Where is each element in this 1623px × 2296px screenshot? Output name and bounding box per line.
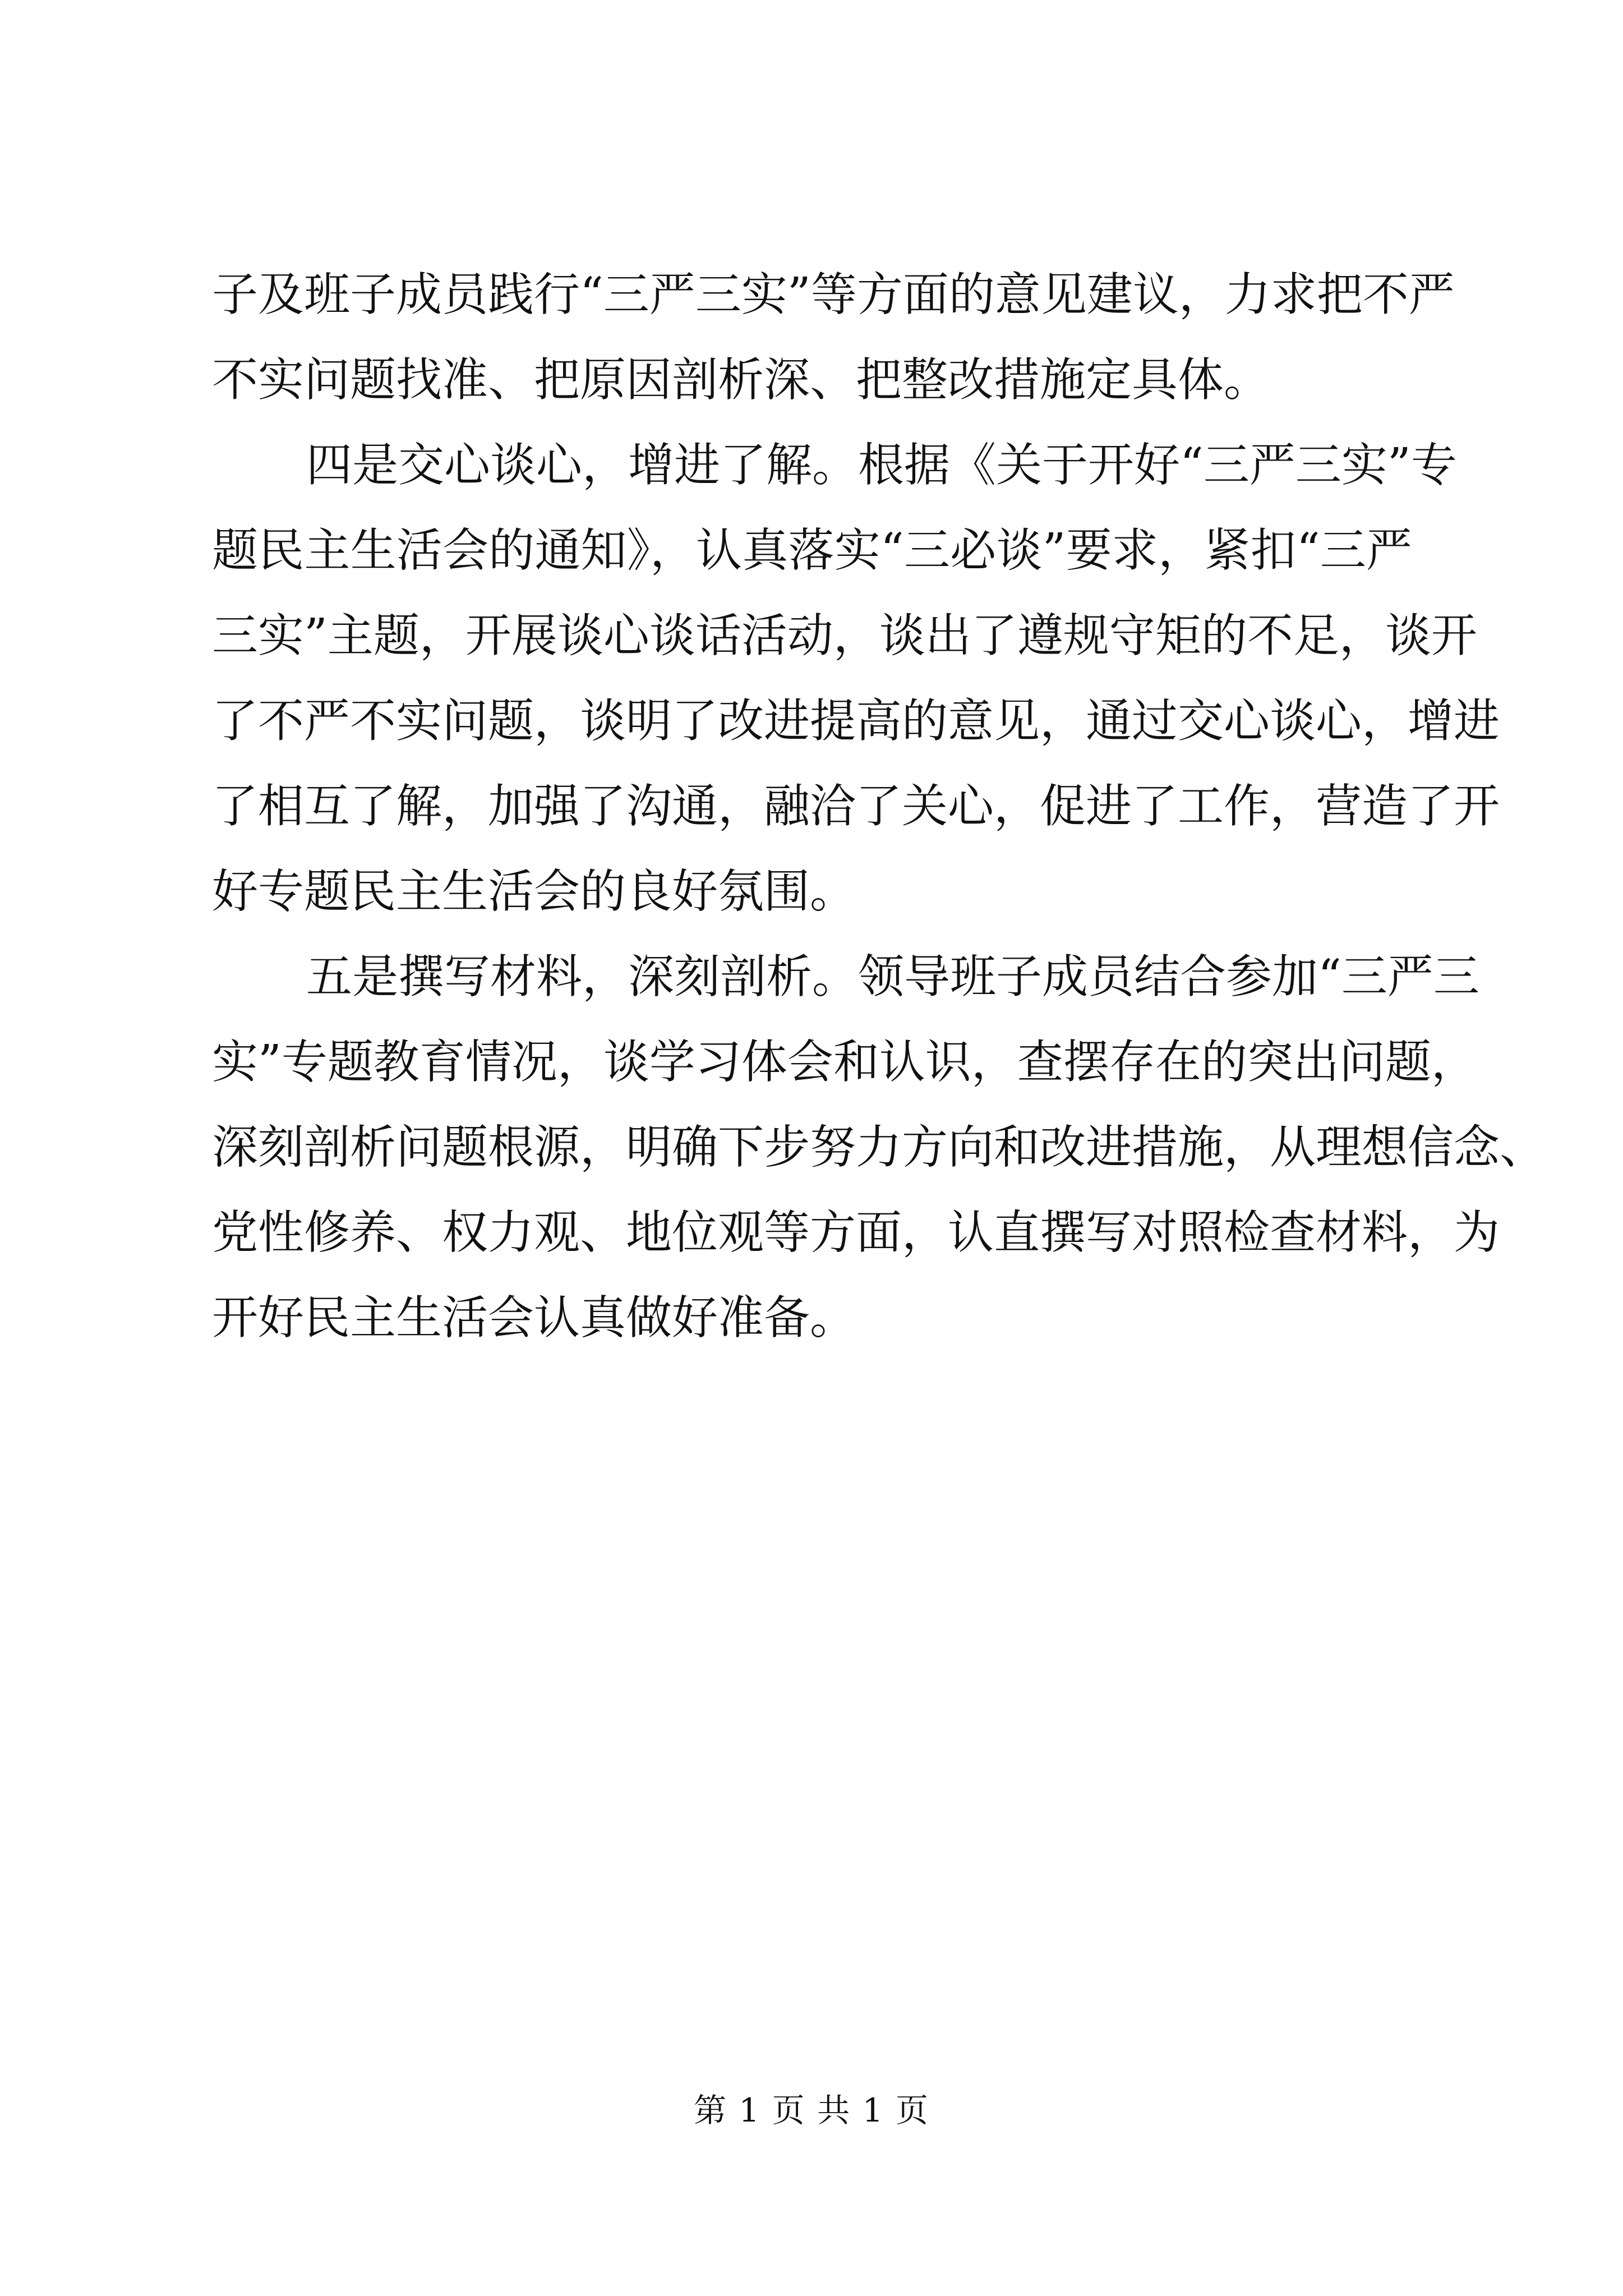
text-line: 开好民主生活会认真做好准备。 [212,1291,856,1345]
text-line: 好专题民主生活会的良好氛围。 [212,865,856,918]
text-line: 实”专题教育情况，谈学习体会和认识，查摆存在的突出问题， [212,1036,1477,1089]
text-line: 子及班子成员践行“三严三实”等方面的意见建议，力求把不严 [212,268,1455,321]
page-number-footer: 第 1 页 共 1 页 [694,2091,929,2129]
text-line: 党性修养、权力观、地位观等方面，认直撰写对照检查材料，为 [212,1206,1500,1259]
document-body [212,252,1546,1361]
text-line: 了相互了解，加强了沟通，融洽了关心，促进了工作，营造了开 [212,780,1500,833]
text-line: 不实问题找准、把原因剖析深、把整改措施定具体。 [212,353,1270,407]
paragraph-first-line: 四是交心谈心，增进了解。根据《关于开好“三严三实”专 [306,439,1457,492]
paragraph-first-line: 五是撰写材料，深刻剖析。领导班子成员结合参加“三严三 [306,950,1479,1004]
text-line: 深刻剖析问题根源，明确下步努力方向和改进措施，从理想信念、 [212,1121,1546,1174]
text-line: 题民主生活会的通知》，认真落实“三必谈”要求，紧扣“三严 [212,524,1412,577]
text-line: 了不严不实问题，谈明了改进提高的意见，通过交心谈心，增进 [212,694,1500,748]
text-line: 三实”主题，开展谈心谈话活动，谈出了遵规守矩的不足，谈开 [212,609,1477,662]
